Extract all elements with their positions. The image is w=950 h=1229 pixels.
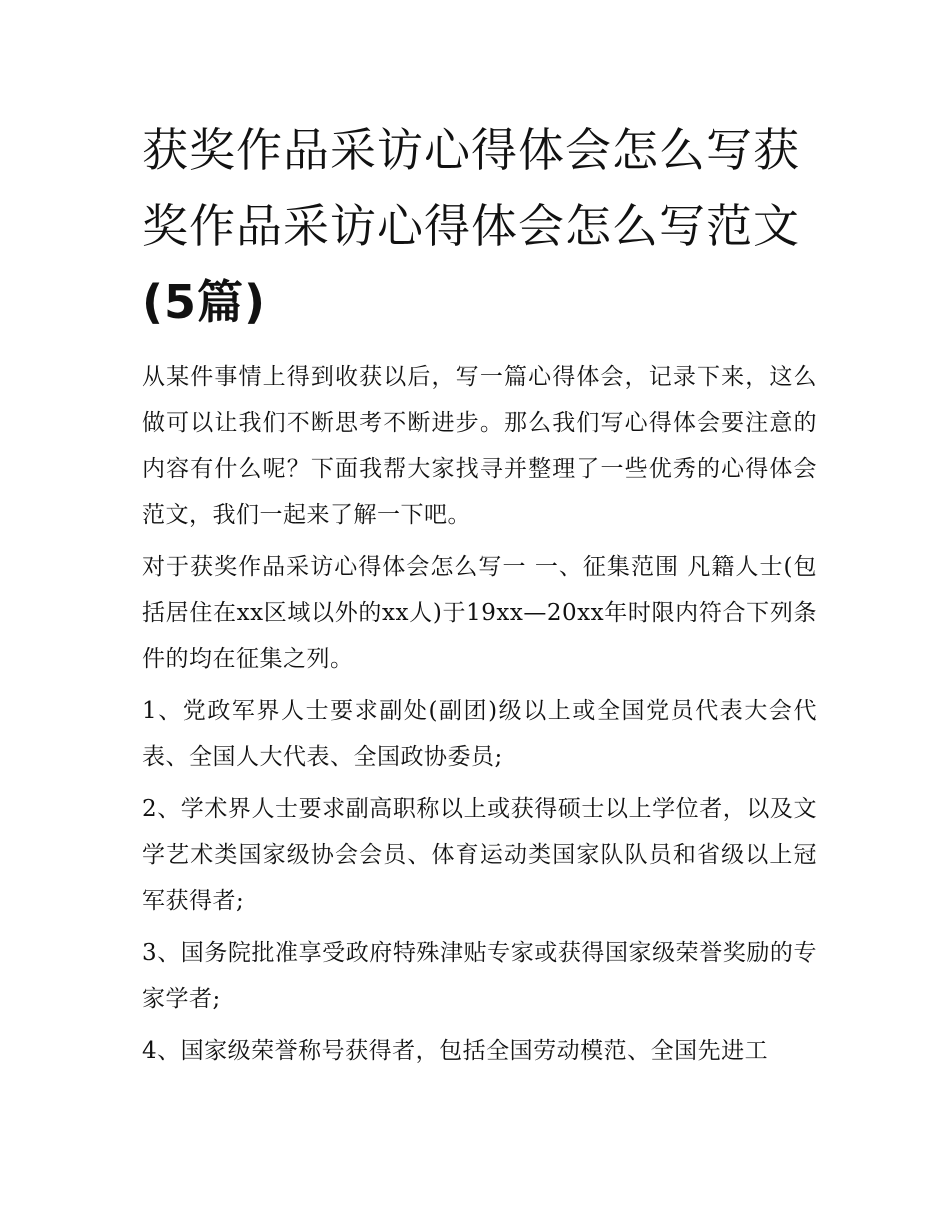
document-title-main: 获奖作品采访心得体会怎么写获奖作品采访心得体会怎么写范文 bbox=[142, 123, 800, 253]
section-intro-paragraph: 对于获奖作品采访心得体会怎么写一 一、征集范围 凡籍人士(包括居住在xx区域以外的xx人)于19xx—20xx年时限内符合下列条件的均在征集之列。 bbox=[142, 554, 817, 672]
list-item-2: 2、学术界人士要求副高职称以上或获得硕士以上学位者，以及文学艺术类国家级协会会员、体育运动类国家队队员和省级以上冠军获得者; bbox=[142, 796, 817, 914]
document-title bbox=[142, 112, 817, 340]
list-item-4: 4、国家级荣誉称号获得者，包括全国劳动模范、全国先进工 bbox=[142, 1038, 769, 1064]
list-item-3: 3、国务院批准享受政府特殊津贴专家或获得国家级荣誉奖励的专家学者; bbox=[142, 940, 817, 1012]
document-body bbox=[142, 112, 817, 1074]
document-title-count: (5篇) bbox=[142, 275, 267, 329]
intro-paragraph: 从某件事情上得到收获以后，写一篇心得体会，记录下来，这么做可以让我们不断思考不断进步。那么我们写心得体会要注意的内容有什么呢？下面我帮大家找寻并整理了一些优秀的心得体会范文，我们一起来了解一下吧。 bbox=[142, 364, 817, 528]
list-item-1: 1、党政军界人士要求副处(副团)级以上或全国党员代表大会代表、全国人大代表、全国政协委员; bbox=[142, 698, 817, 770]
